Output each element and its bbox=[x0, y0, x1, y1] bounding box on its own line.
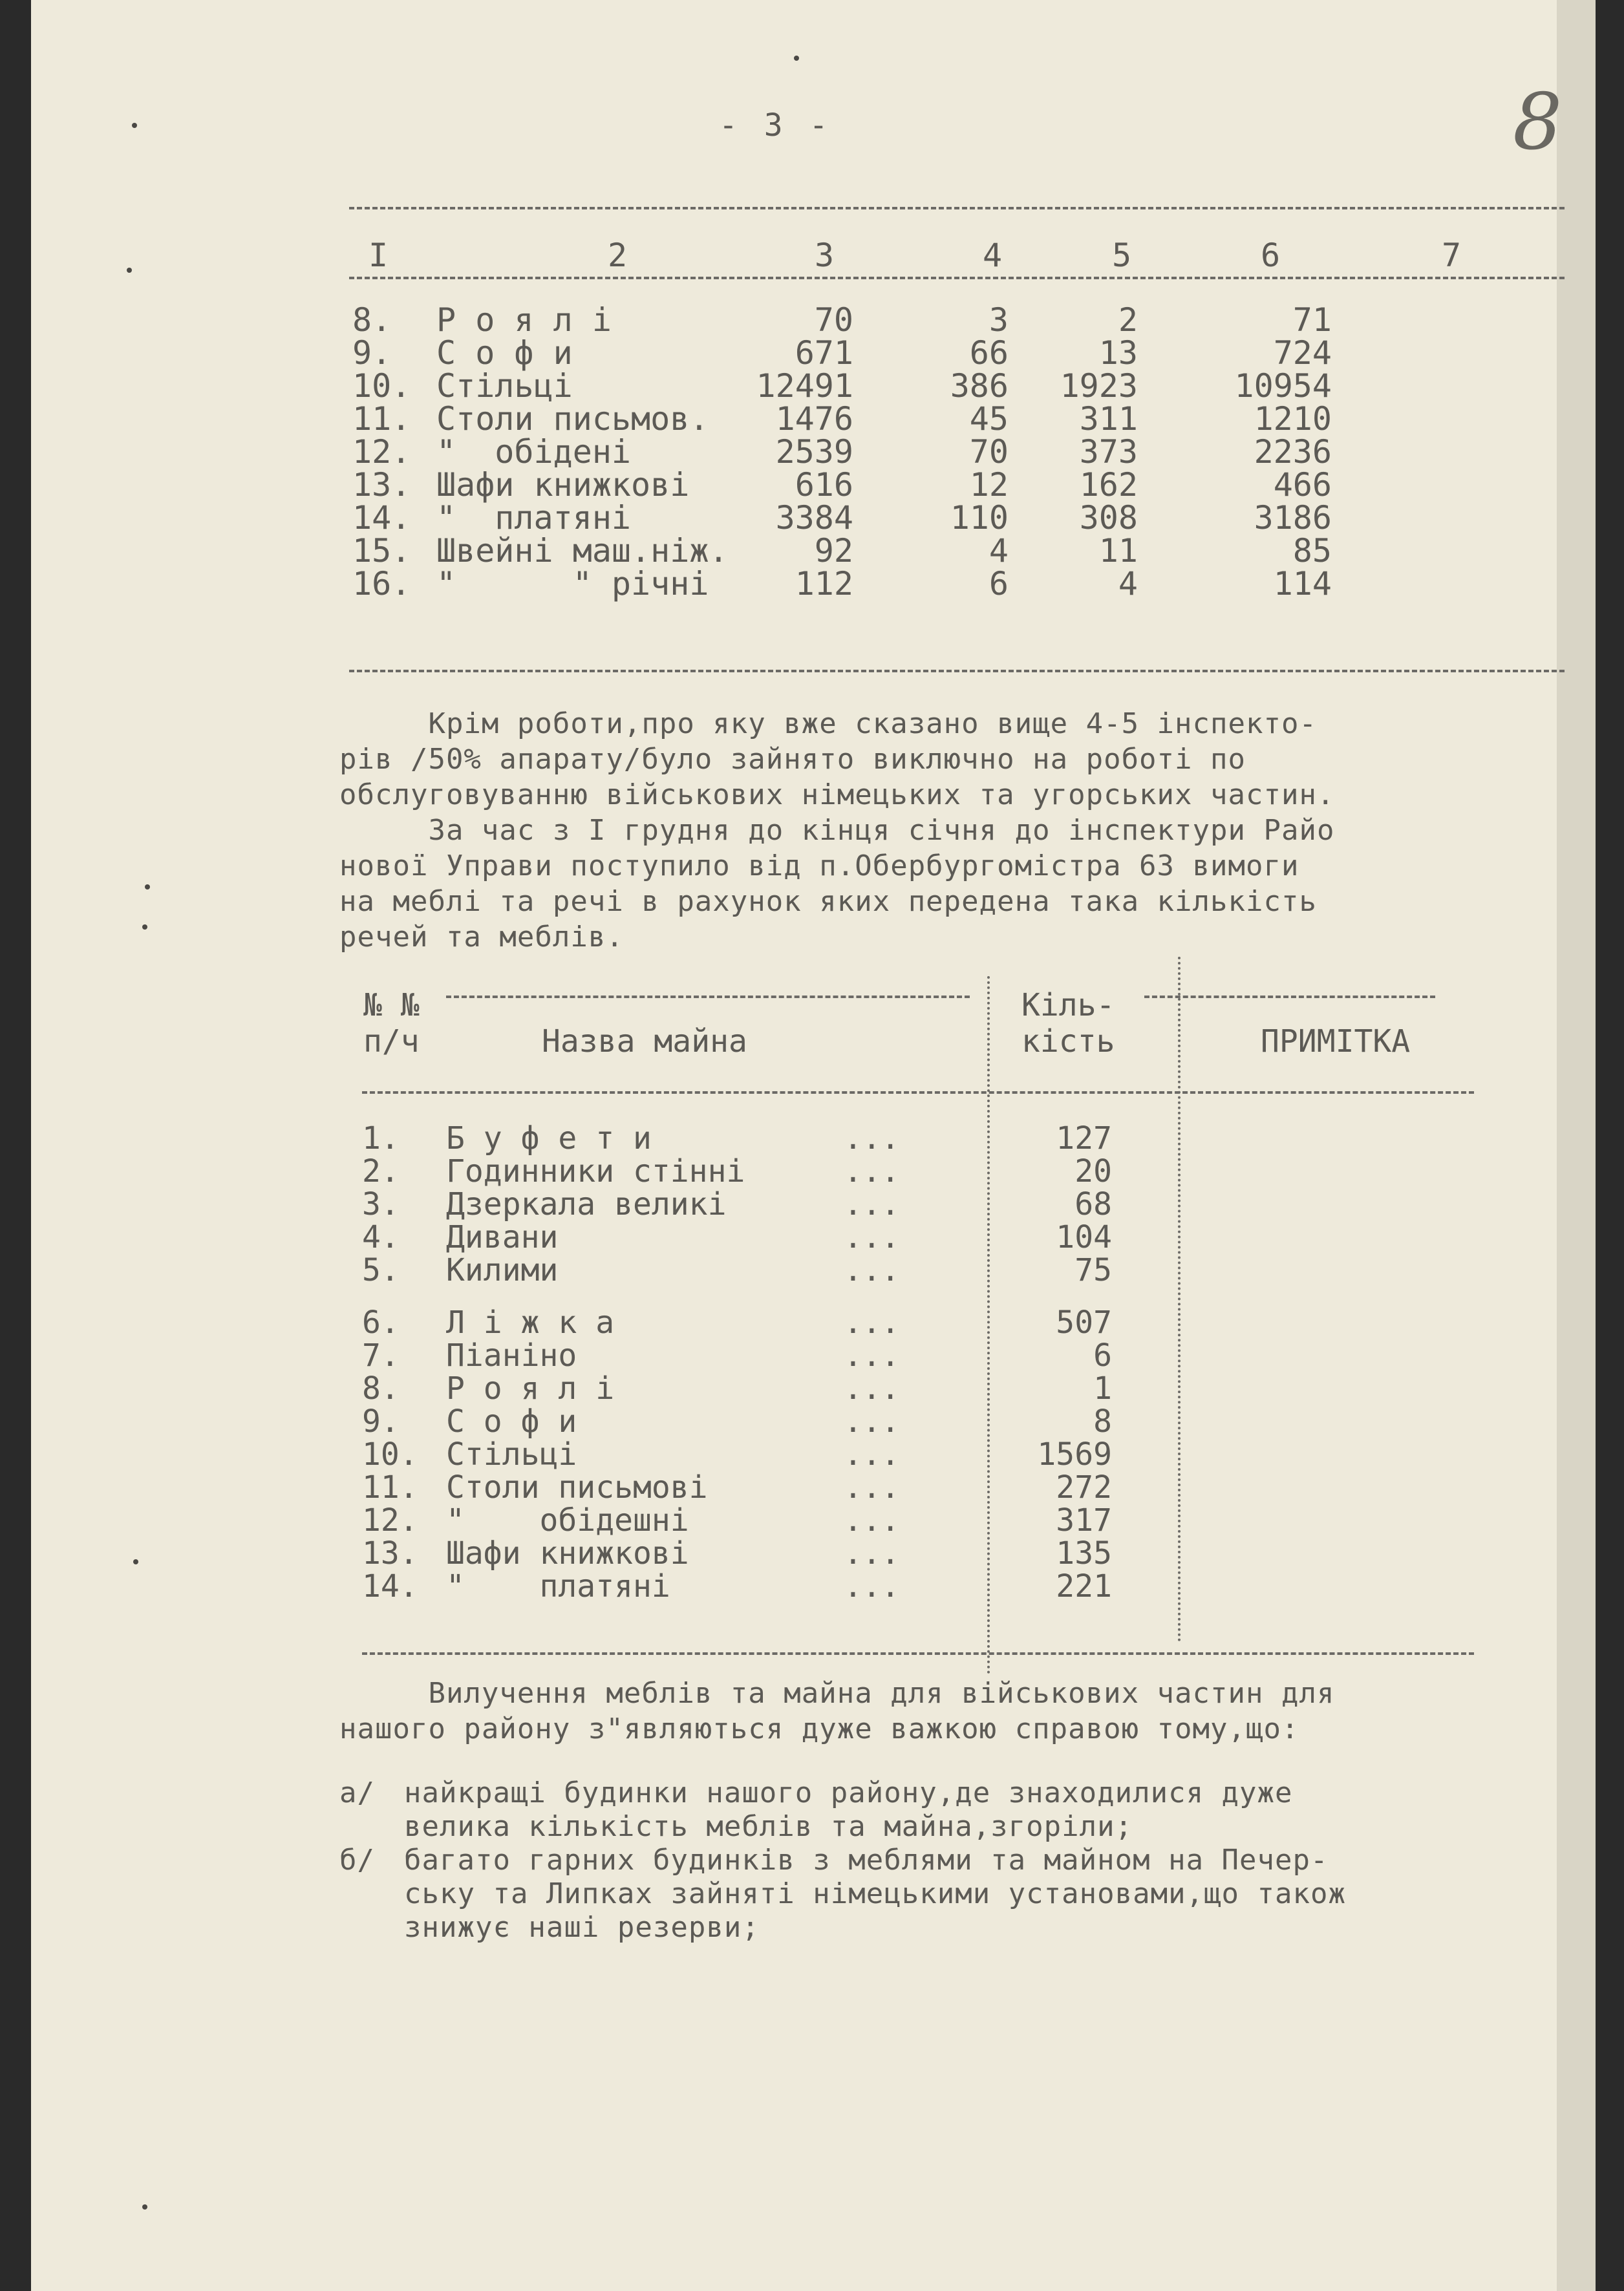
table2-item-name: Л і ж к а bbox=[446, 1305, 615, 1341]
table2-item-name: Шафи книжкові bbox=[446, 1535, 689, 1572]
table1-cell-col4: 386 bbox=[950, 367, 1009, 405]
table1-cell-col5: 311 bbox=[1079, 400, 1138, 438]
table2-row-number: 13. bbox=[362, 1535, 418, 1572]
table2-header-quantity: Кіль- bbox=[1021, 987, 1115, 1023]
table1-row-number: 10. bbox=[352, 367, 411, 405]
table2-leader-dots: ... bbox=[844, 1370, 900, 1407]
table1-cell-col4: 45 bbox=[969, 400, 1009, 438]
table1-cell-col5: 1923 bbox=[1060, 367, 1138, 405]
table1-cell-col5: 308 bbox=[1079, 499, 1138, 537]
table2-row-number: 2. bbox=[362, 1153, 400, 1189]
table2-leader-dots: ... bbox=[844, 1535, 900, 1572]
table2-quantity: 20 bbox=[1074, 1153, 1112, 1189]
table1-cell-col4: 12 bbox=[969, 466, 1009, 504]
folio-number: 8 bbox=[1513, 78, 1563, 167]
table2-quantity: 75 bbox=[1074, 1252, 1112, 1288]
table1-cell-col3: 70 bbox=[814, 301, 853, 339]
margin-mark bbox=[145, 884, 150, 890]
table1-cell-col6: 114 bbox=[1273, 565, 1332, 602]
table1-column-number: I bbox=[369, 237, 389, 274]
table1-cell-col6: 466 bbox=[1273, 466, 1332, 504]
table2-header-rule bbox=[362, 1091, 1474, 1094]
text-line: обслуговуванню військових німецьких та угорських частин. bbox=[339, 778, 1335, 811]
table1-header-rule bbox=[349, 277, 1565, 279]
table2-quantity: 221 bbox=[1056, 1568, 1112, 1604]
table1-cell-col6: 85 bbox=[1292, 532, 1332, 570]
table2-leader-dots: ... bbox=[844, 1305, 900, 1341]
table2-quantity: 127 bbox=[1056, 1120, 1112, 1156]
table2-row-number: 6. bbox=[362, 1305, 400, 1341]
list-item-line: знижує наші резерви; bbox=[404, 1911, 760, 1944]
table1-item-name: " " річні bbox=[436, 565, 709, 602]
table1-item-name: С о ф и bbox=[436, 334, 573, 372]
table1-cell-col6: 724 bbox=[1273, 334, 1332, 372]
table2-leader-dots: ... bbox=[844, 1252, 900, 1288]
list-item-line: велика кількість меблів та майна,згоріли; bbox=[404, 1810, 1133, 1843]
table1-cell-col5: 162 bbox=[1079, 466, 1138, 504]
table2-item-name: " обідешні bbox=[446, 1502, 689, 1539]
text-line: нашого району з"являються дуже важкою справою тому,що: bbox=[339, 1712, 1299, 1745]
table2-item-name: Р о я л і bbox=[446, 1370, 615, 1407]
list-item-line: багато гарних будинків з меблями та майном на Печер- bbox=[404, 1844, 1329, 1877]
table2-item-name: " платяні bbox=[446, 1568, 670, 1604]
margin-mark bbox=[132, 123, 137, 128]
table2-row-number: 5. bbox=[362, 1252, 400, 1288]
table2-item-name: Дивани bbox=[446, 1219, 559, 1255]
table1-cell-col3: 2539 bbox=[775, 433, 853, 471]
margin-mark bbox=[127, 268, 132, 273]
table2-row-number: 1. bbox=[362, 1120, 400, 1156]
table1-cell-col5: 11 bbox=[1098, 532, 1138, 570]
table2-leader-dots: ... bbox=[844, 1502, 900, 1539]
table1-cell-col6: 3186 bbox=[1254, 499, 1332, 537]
table1-cell-col6: 2236 bbox=[1254, 433, 1332, 471]
table2-row-number: 12. bbox=[362, 1502, 418, 1539]
table2-row-number: 3. bbox=[362, 1186, 400, 1222]
table2-row-number: 9. bbox=[362, 1403, 400, 1440]
table2-bottom-rule bbox=[362, 1652, 1474, 1655]
text-line: нової Управи поступило від п.Обербургомістра 63 вимоги bbox=[339, 849, 1299, 882]
table2-header-note: ПРИМІТКА bbox=[1261, 1023, 1411, 1060]
table1-cell-col4: 70 bbox=[969, 433, 1009, 471]
list-marker: а/ bbox=[339, 1776, 375, 1809]
table1-item-name: " обідені bbox=[436, 433, 632, 471]
table2-quantity: 317 bbox=[1056, 1502, 1112, 1539]
table2-leader-dots: ... bbox=[844, 1153, 900, 1189]
table2-header-number: п/ч bbox=[363, 1023, 420, 1060]
table2-row-number: 4. bbox=[362, 1219, 400, 1255]
table2-row-number: 14. bbox=[362, 1568, 418, 1604]
table2-leader-dots: ... bbox=[844, 1568, 900, 1604]
table2-leader-dots: ... bbox=[844, 1186, 900, 1222]
table2-header-quantity: кість bbox=[1021, 1023, 1115, 1060]
table2-quantity: 104 bbox=[1056, 1219, 1112, 1255]
table1-column-number: 2 bbox=[608, 237, 628, 274]
table1-row-number: 9. bbox=[352, 334, 392, 372]
table2-header-name: Назва майна bbox=[542, 1023, 747, 1060]
table2-item-name: Б у ф е т и bbox=[446, 1120, 652, 1156]
table2-quantity: 272 bbox=[1056, 1469, 1112, 1506]
table2-item-name: Дзеркала великі bbox=[446, 1186, 727, 1222]
table1-column-number: 5 bbox=[1112, 237, 1132, 274]
list-marker: б/ bbox=[339, 1844, 375, 1877]
table2-leader-dots: ... bbox=[844, 1337, 900, 1374]
margin-mark bbox=[142, 924, 147, 930]
table1-column-number: 6 bbox=[1261, 237, 1281, 274]
table1-cell-col5: 2 bbox=[1118, 301, 1138, 339]
table2-header-number: № № bbox=[363, 987, 420, 1023]
table2-quantity: 135 bbox=[1056, 1535, 1112, 1572]
table1-cell-col3: 92 bbox=[814, 532, 853, 570]
table1-item-name: Шафи книжкові bbox=[436, 466, 690, 504]
table2-leader-dots: ... bbox=[844, 1219, 900, 1255]
table1-item-name: Швейні маш.ніж. bbox=[436, 532, 729, 570]
table1-cell-col4: 3 bbox=[988, 301, 1009, 339]
table2-quantity: 1 bbox=[1093, 1370, 1112, 1407]
table1-cell-col5: 4 bbox=[1118, 565, 1138, 602]
text-line: рів /50% апарату/було зайнято виключно на роботі по bbox=[339, 743, 1246, 776]
table2-row-number: 7. bbox=[362, 1337, 400, 1374]
table2-leader-dots: ... bbox=[844, 1469, 900, 1506]
list-item-line: найкращі будинки нашого району,де знаходилися дуже bbox=[404, 1776, 1293, 1809]
table1-item-name: Р о я л і bbox=[436, 301, 612, 339]
table1-cell-col3: 671 bbox=[795, 334, 853, 372]
margin-mark bbox=[142, 2204, 147, 2210]
table1-column-number: 7 bbox=[1442, 237, 1462, 274]
table2-column-divider-2 bbox=[1178, 957, 1181, 1642]
table2-item-name: С о ф и bbox=[446, 1403, 577, 1440]
table2-row-number: 10. bbox=[362, 1436, 418, 1473]
table1-column-number: 3 bbox=[815, 237, 835, 274]
table2-item-name: Піаніно bbox=[446, 1337, 577, 1374]
table1-bottom-rule bbox=[349, 670, 1565, 672]
table2-quantity: 68 bbox=[1074, 1186, 1112, 1222]
table1-cell-col3: 3384 bbox=[775, 499, 853, 537]
table1-cell-col3: 616 bbox=[795, 466, 853, 504]
table1-cell-col4: 110 bbox=[950, 499, 1009, 537]
table1-cell-col3: 12491 bbox=[756, 367, 853, 405]
table2-quantity: 6 bbox=[1093, 1337, 1112, 1374]
table1-row-number: 13. bbox=[352, 466, 411, 504]
table2-leader-dots: ... bbox=[844, 1403, 900, 1440]
margin-mark bbox=[794, 56, 799, 61]
table1-cell-col5: 13 bbox=[1098, 334, 1138, 372]
table1-item-name: Столи письмов. bbox=[436, 400, 709, 438]
page-number: - 3 - bbox=[719, 107, 832, 144]
table1-row-number: 16. bbox=[352, 565, 411, 602]
table1-cell-col4: 4 bbox=[988, 532, 1009, 570]
table1-item-name: Стільці bbox=[436, 367, 573, 405]
table1-cell-col6: 71 bbox=[1292, 301, 1332, 339]
table1-top-rule bbox=[349, 207, 1565, 209]
table1-cell-col3: 112 bbox=[795, 565, 853, 602]
table2-quantity: 507 bbox=[1056, 1305, 1112, 1341]
table1-item-name: " платяні bbox=[436, 499, 632, 537]
table2-leader-dots: ... bbox=[844, 1436, 900, 1473]
table2-top-rule-right bbox=[1144, 996, 1435, 998]
list-item-line: ську та Липках зайняті німецькими установами,що також bbox=[404, 1877, 1346, 1910]
table2-item-name: Годинники стінні bbox=[446, 1153, 745, 1189]
text-line: речей та меблів. bbox=[339, 921, 624, 954]
table1-cell-col4: 6 bbox=[988, 565, 1009, 602]
text-line: на меблі та речі в рахунок яких передена така кількість bbox=[339, 885, 1317, 918]
table1-row-number: 15. bbox=[352, 532, 411, 570]
table2-leader-dots: ... bbox=[844, 1120, 900, 1156]
table1-column-number: 4 bbox=[983, 237, 1003, 274]
table2-quantity: 1569 bbox=[1037, 1436, 1112, 1473]
table2-item-name: Столи письмові bbox=[446, 1469, 708, 1506]
table2-row-number: 11. bbox=[362, 1469, 418, 1506]
table2-top-rule-left bbox=[446, 996, 970, 998]
text-line: Вилучення меблів та майна для військових частин для bbox=[339, 1677, 1335, 1710]
table2-item-name: Стільці bbox=[446, 1436, 577, 1473]
text-line: За час з I грудня до кінця січня до інспектури Райо bbox=[339, 814, 1335, 847]
table2-quantity: 8 bbox=[1093, 1403, 1112, 1440]
table1-row-number: 14. bbox=[352, 499, 411, 537]
table1-row-number: 8. bbox=[352, 301, 392, 339]
table1-cell-col3: 1476 bbox=[775, 400, 853, 438]
table1-cell-col4: 66 bbox=[969, 334, 1009, 372]
page-edge bbox=[1557, 0, 1596, 2291]
table1-row-number: 11. bbox=[352, 400, 411, 438]
table2-item-name: Килими bbox=[446, 1252, 559, 1288]
table2-row-number: 8. bbox=[362, 1370, 400, 1407]
table1-cell-col6: 10954 bbox=[1234, 367, 1332, 405]
table1-cell-col6: 1210 bbox=[1254, 400, 1332, 438]
table1-cell-col5: 373 bbox=[1079, 433, 1138, 471]
table1-row-number: 12. bbox=[352, 433, 411, 471]
text-line: Крім роботи,про яку вже сказано вище 4-5 інспекто- bbox=[339, 707, 1317, 740]
margin-mark bbox=[133, 1559, 138, 1564]
